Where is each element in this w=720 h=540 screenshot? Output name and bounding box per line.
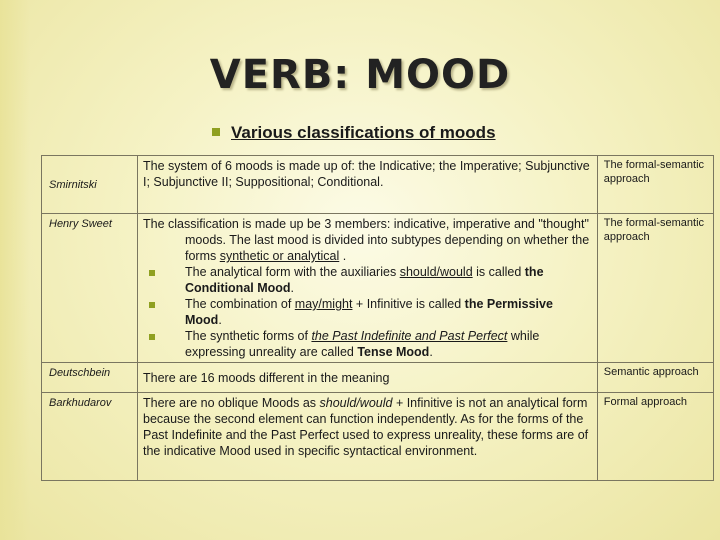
author-cell: Barkhudarov (42, 393, 138, 481)
list-item: The synthetic forms of the Past Indefinite and Past Perfect while expressing unreality are called Tense Mood. (143, 328, 592, 360)
description-cell (138, 214, 598, 363)
table-row (42, 214, 714, 363)
italic-term: should/would (319, 396, 393, 410)
author-cell: Henry Sweet (42, 214, 138, 363)
approach-cell: Semantic approach (597, 363, 713, 393)
classification-table (41, 155, 714, 481)
page-title: VERB: MOOD (209, 52, 511, 98)
description-cell: The system of 6 moods is made up of: the Indicative; the Imperative; Subjunctive I; Subjunctive II; Suppositional; Conditional. (138, 156, 598, 214)
table-row (42, 156, 714, 214)
table-row (42, 393, 714, 481)
subtitle-text: Various classifications of moods (231, 123, 496, 142)
description-cell: There are no oblique Moods as should/would + Infinitive is not an analytical form because the second element can function independently. As for the forms of the Past Indefinite and the Past Perfect used to express unreality, these forms are of the indicative Mood used in specific syntactical environment. (138, 393, 598, 481)
description-cell: There are 16 moods different in the meaning (138, 363, 598, 393)
table-row (42, 363, 714, 393)
subtitle (212, 123, 496, 143)
underlined-term: synthetic or analytical (219, 249, 340, 263)
list-item: The combination of may/might + Infinitive is called the Permissive Mood. (143, 296, 592, 328)
bullet-icon (149, 302, 155, 308)
approach-cell: Formal approach (597, 393, 713, 481)
bullet-icon (149, 334, 155, 340)
author-cell: Smirnitski (42, 156, 138, 214)
author-cell: Deutschbein (42, 363, 138, 393)
bullet-icon (149, 270, 155, 276)
bullet-icon (212, 128, 220, 136)
approach-cell: The formal-semantic approach (597, 156, 713, 214)
description-paragraph: The classification is made up be 3 members: indicative, imperative and "thought" moods. The last mood is divided into subtypes depending on whether the forms synthetic or analytical . (143, 217, 590, 263)
list-item: The analytical form with the auxiliaries should/would is called the Conditional Mood. (143, 264, 592, 296)
approach-cell: The formal-semantic approach (597, 214, 713, 363)
